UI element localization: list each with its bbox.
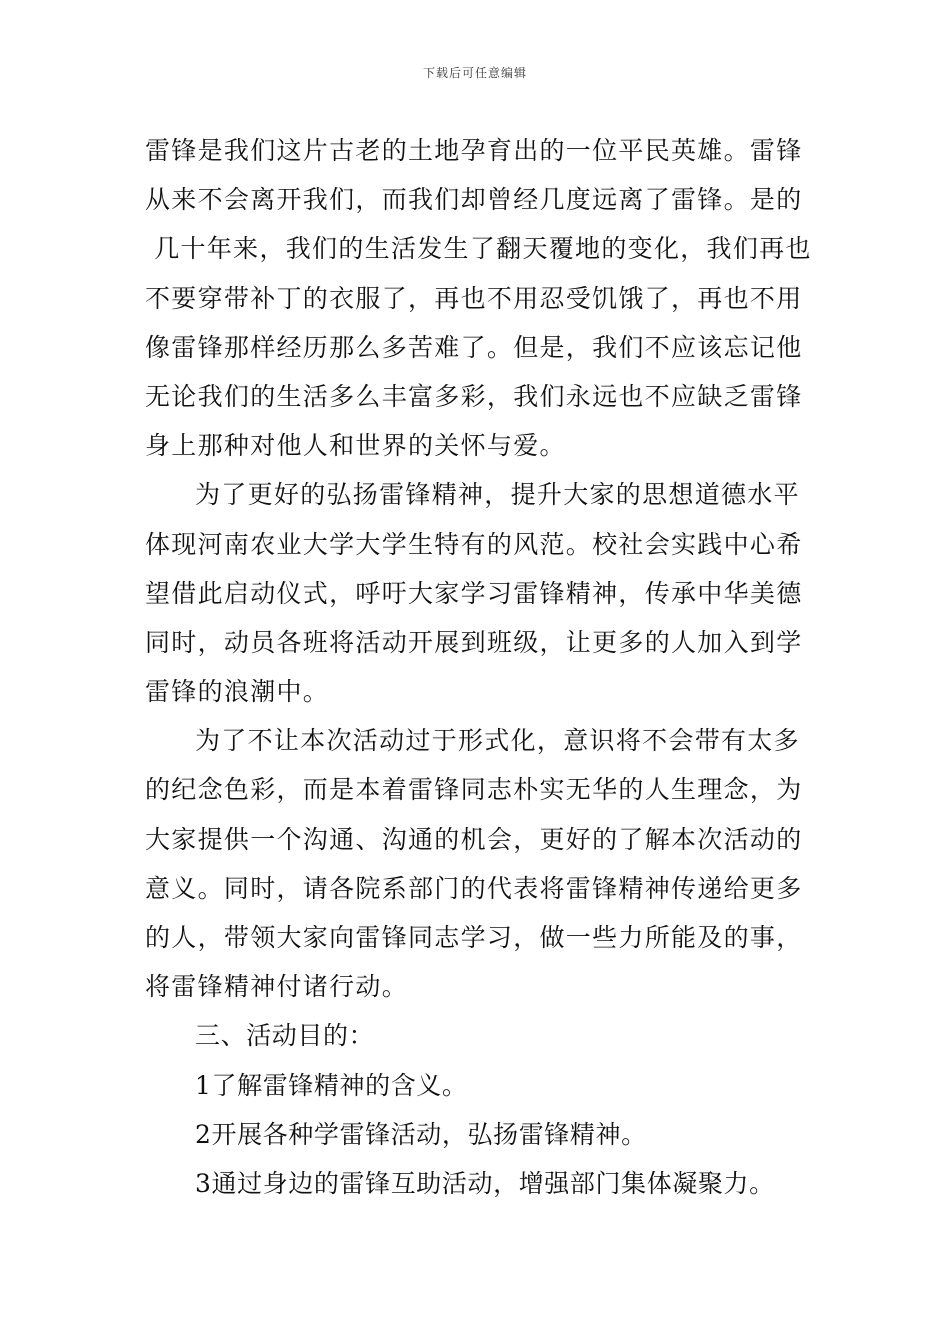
paragraph-2	[145, 470, 815, 716]
section-heading: 三、活动目的：	[195, 1021, 375, 1051]
paragraph-line: 为了更好的弘扬雷锋精神，提升大家的思想道德水平	[195, 480, 800, 510]
paragraph-line: 体现河南农业大学大学生特有的风范。校社会实践中心希	[145, 529, 803, 559]
document-body	[145, 126, 815, 1208]
list-item: 1了解雷锋精神的含义。	[195, 1070, 468, 1100]
paragraph-line: 意义。同时，请各院系部门的代表将雷锋精神传递给更多	[145, 873, 803, 903]
paragraph-line: 的人，带领大家向雷锋同志学习，做一些力所能及的事，	[145, 923, 803, 952]
paragraph-line: 同时，动员各班将活动开展到班级，让更多的人加入到学	[145, 627, 803, 657]
list-item: 2开展各种学雷锋活动，弘扬雷锋精神。	[195, 1119, 647, 1149]
paragraph-line: 几十年来，我们的生活发生了翻天覆地的变化，我们再也	[145, 234, 812, 264]
header-note: 下载后可任意编辑	[422, 66, 527, 80]
paragraph-1	[145, 126, 815, 470]
paragraph-line: 不要穿带补丁的衣服了，再也不用忍受饥饿了，再也不用	[145, 283, 803, 313]
paragraph-line: 将雷锋精神付诸行动。	[145, 972, 409, 1002]
paragraph-3	[145, 716, 815, 1011]
paragraph-line: 无论我们的生活多么丰富多彩，我们永远也不应缺乏雷锋	[145, 381, 803, 411]
paragraph-line: 望借此启动仪式，呼吁大家学习雷锋精神，传承中华美德	[145, 578, 803, 608]
paragraph-line: 雷锋的浪潮中。	[145, 677, 330, 707]
paragraph-line: 身上那种对他人和世界的关怀与爱。	[145, 431, 566, 461]
paragraph-line: 为了不让本次活动过于形式化，意识将不会带有太多	[195, 726, 800, 756]
list-item: 3通过身边的雷锋互助活动，增强部门集体凝聚力。	[195, 1168, 775, 1198]
paragraph-line: 大家提供一个沟通、沟通的机会，更好的了解本次活动的	[145, 824, 803, 854]
paragraph-line: 的纪念色彩，而是本着雷锋同志朴实无华的人生理念，为	[145, 775, 803, 805]
paragraph-line: 从来不会离开我们，而我们却曾经几度远离了雷锋。是的	[145, 185, 803, 215]
objectives-section	[145, 1011, 815, 1208]
paragraph-line: 像雷锋那样经历那么多苦难了。但是，我们不应该忘记他	[145, 332, 803, 362]
paragraph-line: 雷锋是我们这片古老的土地孕育出的一位平民英雄。雷锋	[145, 136, 803, 165]
